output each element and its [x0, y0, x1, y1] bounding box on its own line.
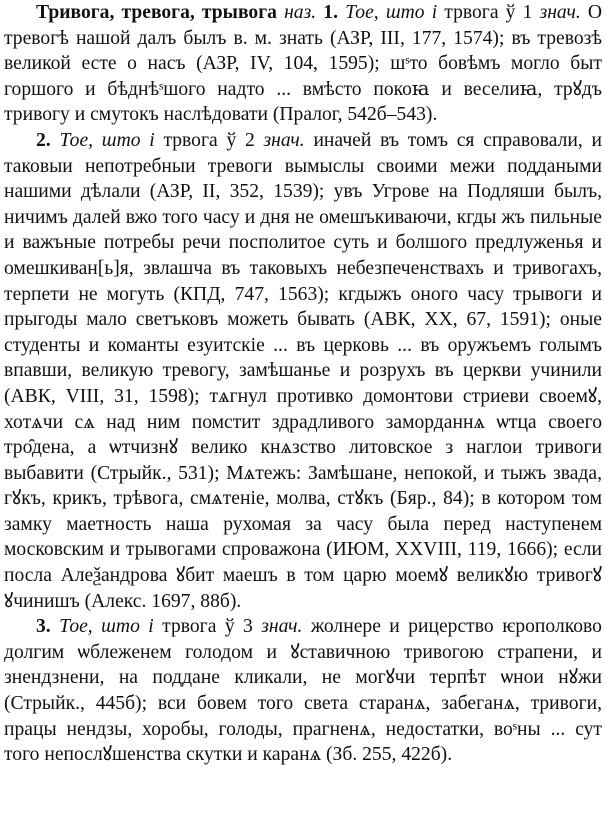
sense-3-paragraph — [4, 614, 602, 768]
definition-label: Тое, што і — [59, 129, 155, 151]
sense-body: иначей въ томъ ся справовали, и таковыи непотребныи тревоги вымыслы своими межи поддаными нашими дѣлали (АЗР, II, 352, 1539); увъ Угрове на Подляши былъ, ничимъ далей вжо того часу и дня не омешъкиваючи, кгды жъ пильные и важъные потребы речи посполитое суть и болшого предлуженья и омешкиван[ь]я, звлашча въ таковыхъ небезпеченствахъ и тривогахъ, терпети не могуть (КПД, 747, 1563); кгдыжъ оного часу трывоги и прыгоды мало светъковъ можеть бывать (АВК, XX, 67, 1591); оные студенты и команты езуитскіе ... въ церковь ... въ оружъемъ голымъ впавши, великую тревогу, замѣшанье и розрухъ въ церкви учинили (АВК, VIII, 31, 1598); тѧгнул противко домонтови стриеви своемꙋ, хотѧчи сѧ над ним помстит здрадливого заморданнѧ ѡтца своего тро̑дена, а ѡтчизнꙋ велико кнѧзство литовское з наглои тривоги выбавити (Стрыйк., 531); Мѧтежъ: Замѣшане, непокой, и тыжъ звада, гꙋкъ, крикъ, трѣвога, смѧтеніе, молва, стꙋкъ (Бяр., 84); в котором том замку маетность наша рухомая за часу была перед наступенем московским и трывогами спроважона (ИЮМ, XXVIII, 119, 1666); если посла Алеѯандрова ꙋбит маешъ в том царю моемꙋ великꙋю тривогꙋ ꙋчинишъ (Алекс. 1697, 88б). — [4, 129, 603, 612]
sense-1-paragraph — [4, 0, 602, 128]
part-of-speech: наз. — [284, 2, 317, 23]
sense-number: 3. — [36, 616, 51, 638]
sense-number: 1. — [323, 2, 338, 23]
definition-reference: трвога ў 2 — [163, 129, 255, 151]
definition-reference: трвога ў 3 — [162, 616, 253, 638]
sense-2-paragraph — [4, 128, 602, 614]
definition-tail: знач. — [539, 2, 581, 23]
definition-label: Тое, што і — [345, 2, 438, 23]
sense-body: жолнере и рицерство ѥрополково долгим ѡблеженем голодом и ꙋставичною тривогою страпени, и знендзнени, на поддане кликали, не могꙋчи терпѣт ѡнои нꙋжи (Стрыйк., 445б); вси бовем того света старанѧ, забеганѧ, тривоги, працы нендзы, хоробы, голоды, прагненѧ, недостатки, воˢны ... сут того непослꙋшенства скутки и каранѧ (Зб. 255, 422б). — [4, 616, 602, 766]
sense-number: 2. — [36, 129, 51, 151]
definition-tail: знач. — [263, 129, 305, 151]
definition-reference: трвога ў 1 — [444, 2, 533, 23]
definition-tail: знач. — [261, 616, 303, 638]
headword: Тривога, тревога, трывога — [36, 2, 277, 23]
definition-label: Тое, што і — [59, 616, 154, 638]
sense-body: О тревогѣ нашой далъ былъ в. м. знать (АЗР, III, 177, 1574); въ тревозѣ великой есте о насъ (АЗР, IV, 104, 1595); шˢто бовѣмъ могло быт горшого и бѣднѣˢшого надто ... вмѣсто покоꙗ и веселиꙗ, трꙋдъ тривогу и смутокъ наслѣдовати (Пралог, 542б–543). — [4, 2, 603, 126]
